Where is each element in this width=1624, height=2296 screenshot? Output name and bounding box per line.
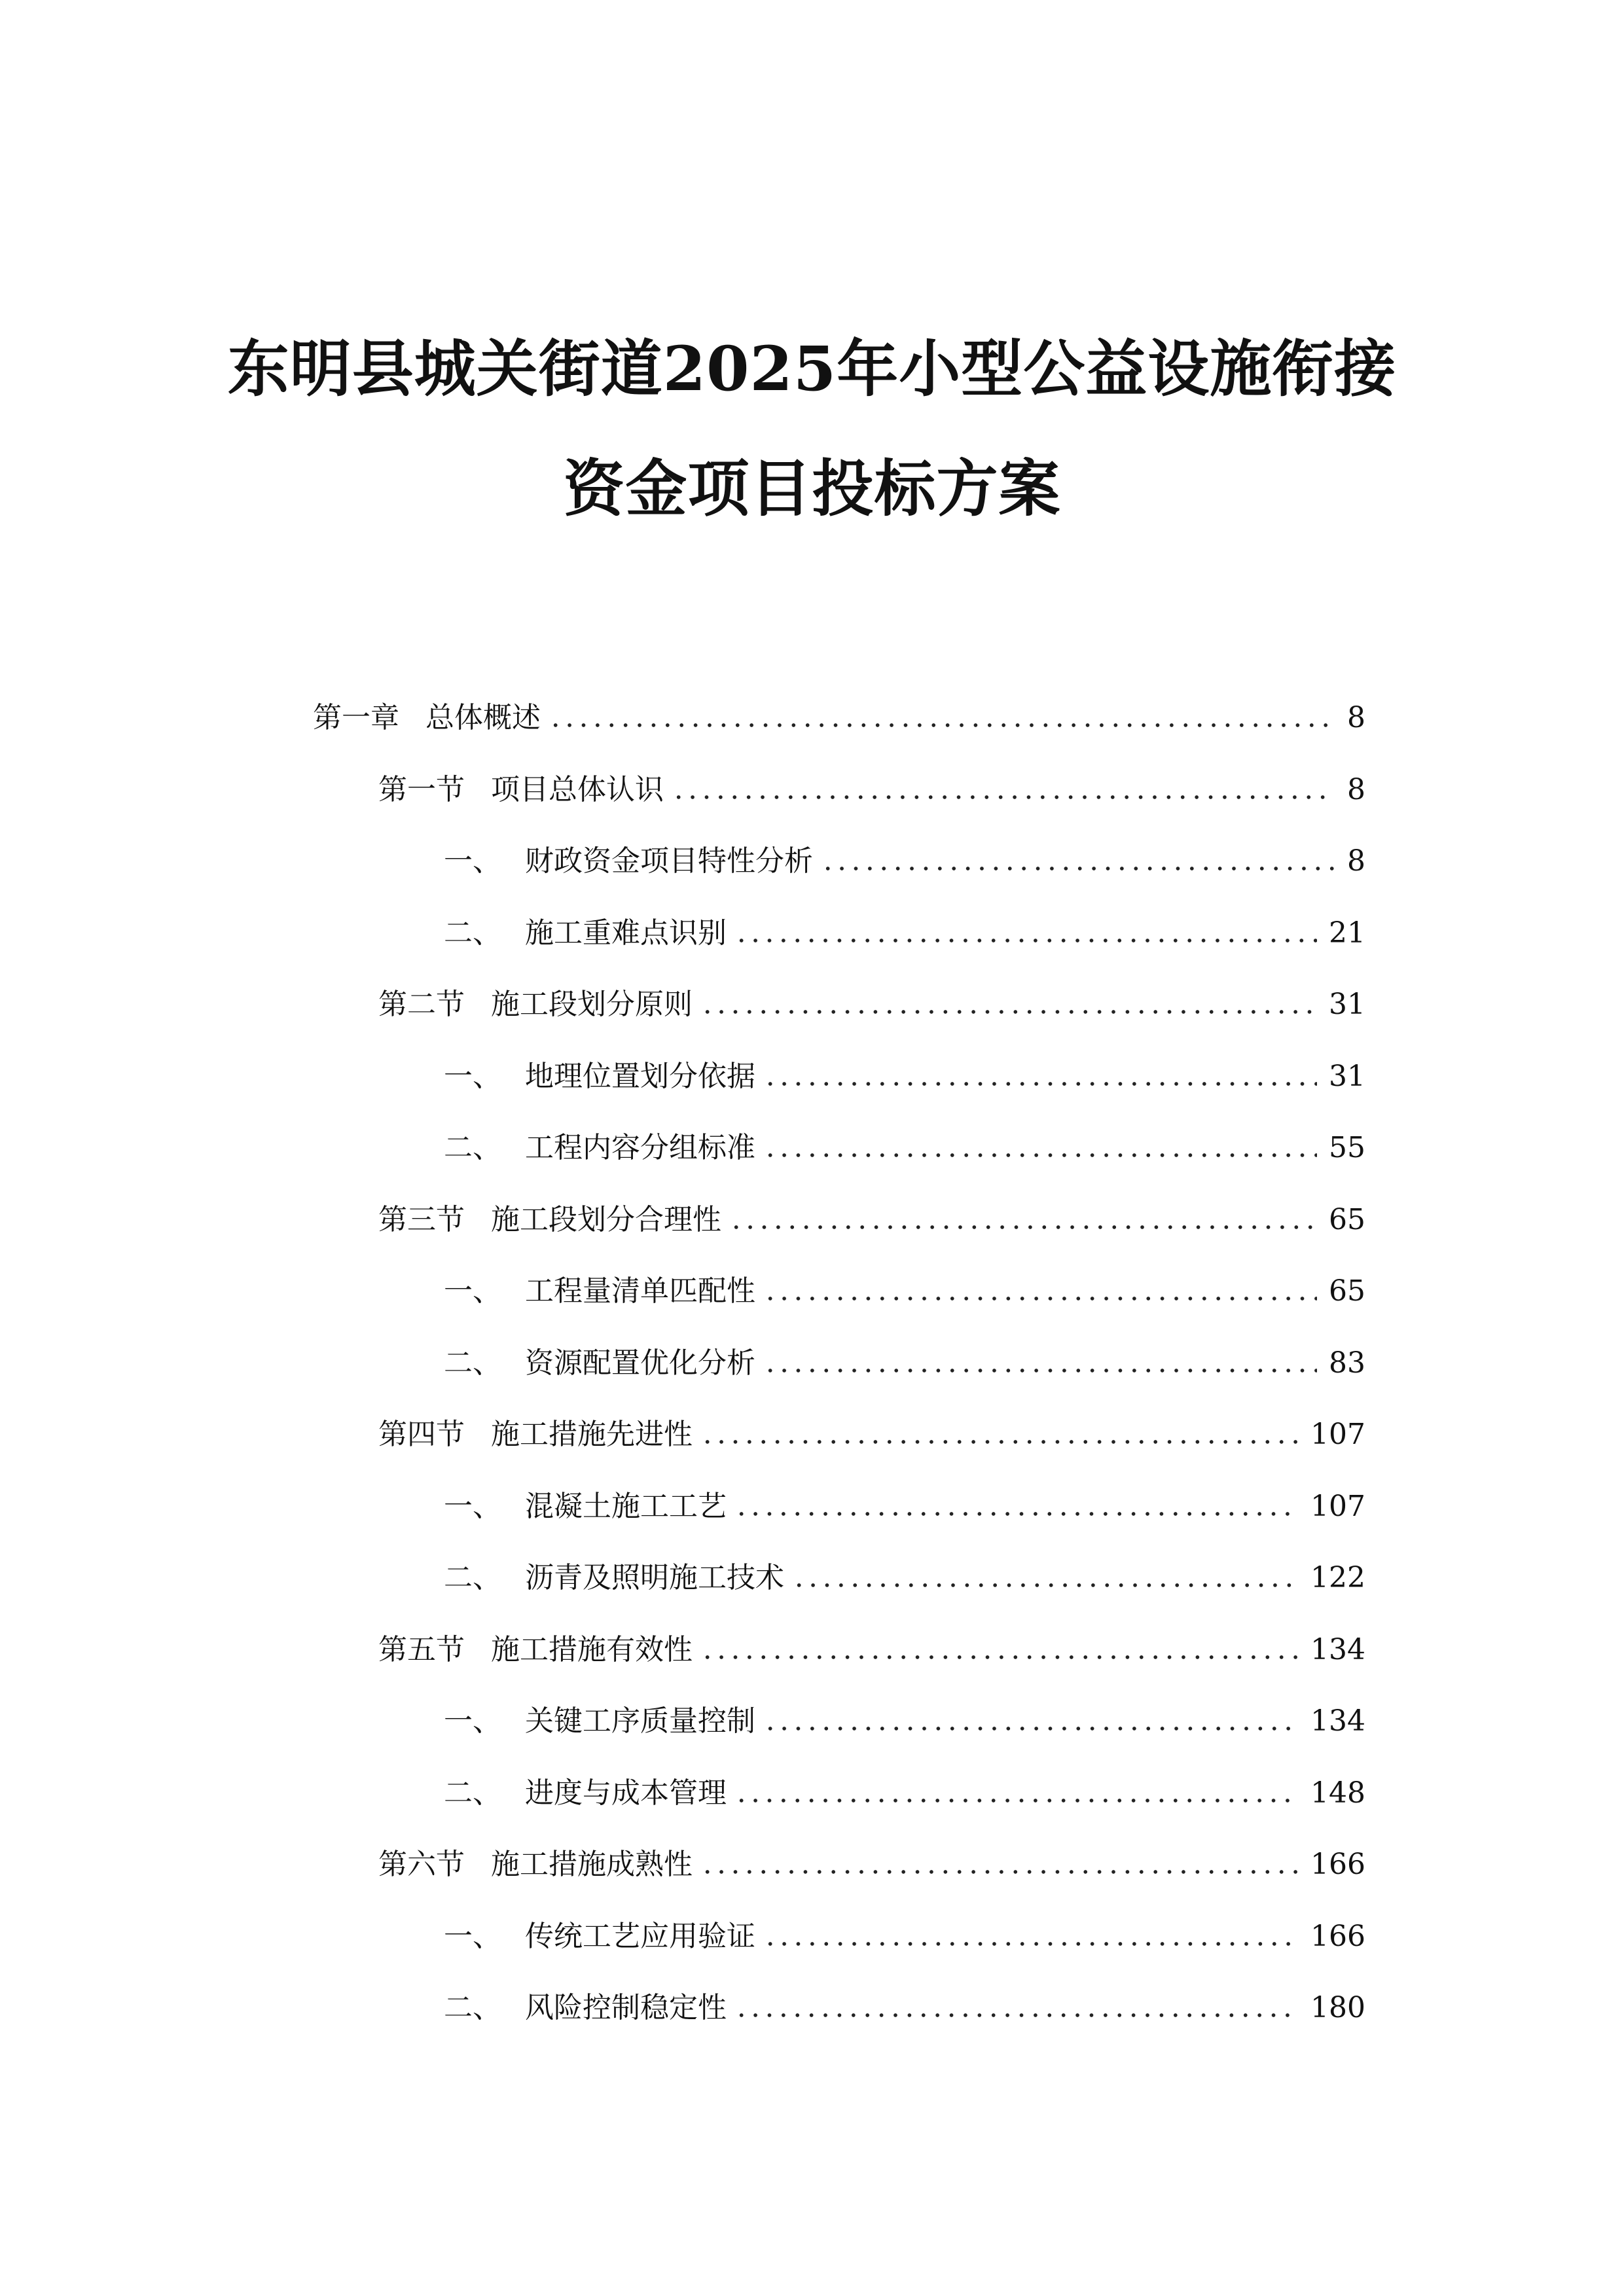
toc-entry-title: 资源配置优化分析	[525, 1346, 755, 1380]
toc-entry-title: 项目总体认识	[491, 773, 664, 806]
toc-entry	[444, 1555, 1365, 1601]
toc-entry-label	[444, 1131, 755, 1164]
toc-dot-leader	[729, 1224, 1317, 1230]
toc-entry-title: 财政资金项目特性分析	[525, 844, 813, 878]
toc-entry-page-number: 166	[1310, 1920, 1365, 1953]
toc-entry-number: 二、	[444, 1131, 501, 1164]
toc-entry-page-number: 8	[1347, 844, 1365, 878]
toc-entry-title: 总体概述	[425, 701, 541, 734]
toc-entry	[444, 838, 1365, 884]
toc-entry	[378, 1842, 1365, 1888]
toc-entry	[378, 1412, 1365, 1458]
toc-entry-page-number: 122	[1310, 1561, 1365, 1594]
toc-entry-label	[378, 773, 664, 806]
toc-dot-leader	[821, 865, 1334, 872]
toc-entry-page-number: 31	[1329, 988, 1365, 1021]
toc-entry-title: 施工措施先进性	[491, 1418, 693, 1451]
toc-entry-label	[313, 701, 541, 734]
toc-entry-number: 一、	[444, 1920, 501, 1953]
toc-entry-number: 二、	[444, 1776, 501, 1810]
toc-dot-leader	[672, 794, 1334, 800]
toc-dot-leader	[734, 2012, 1299, 2018]
toc-entry-label	[444, 1346, 755, 1380]
toc-entry-label	[444, 1991, 727, 2024]
toc-entry-number: 一、	[444, 1274, 501, 1308]
toc-entry	[444, 1268, 1365, 1314]
toc-entry-label	[444, 1776, 727, 1810]
toc-entry-page-number: 148	[1310, 1776, 1365, 1810]
toc-entry-title: 工程内容分组标准	[525, 1131, 755, 1164]
toc-entry	[444, 1770, 1365, 1816]
toc-entry-page-number: 166	[1310, 1848, 1365, 1881]
toc-entry-page-number: 180	[1310, 1991, 1365, 2024]
toc-entry-label	[444, 916, 727, 950]
toc-entry-page-number: 83	[1329, 1346, 1365, 1380]
toc-entry	[444, 1914, 1365, 1960]
toc-entry-number: 第二节	[378, 988, 465, 1021]
toc-entry-page-number: 107	[1310, 1418, 1365, 1451]
toc-entry	[378, 1627, 1365, 1673]
toc-entry-label	[444, 1062, 755, 1091]
toc-entry	[444, 910, 1365, 956]
document-title-line-1: 东明县城关街道2025年小型公益设施衔接	[227, 333, 1397, 405]
toc-dot-leader	[549, 722, 1334, 728]
toc-dot-leader	[763, 1725, 1299, 1732]
toc-entry-number: 一、	[444, 1060, 501, 1093]
toc-entry-label	[444, 844, 813, 878]
toc-entry-title: 施工重难点识别	[525, 916, 727, 950]
toc-entry-label	[444, 1922, 755, 1951]
toc-entry-label	[378, 1633, 693, 1666]
toc-entry-label	[378, 1203, 721, 1236]
toc-entry	[313, 695, 1365, 741]
toc-entry-number: 二、	[444, 916, 501, 950]
toc-entry	[444, 1985, 1365, 2031]
toc-entry-title: 施工段划分原则	[491, 988, 693, 1021]
toc-entry-label	[444, 1274, 755, 1308]
toc-entry-number: 一、	[444, 1704, 501, 1738]
toc-entry-label	[378, 1850, 693, 1879]
toc-entry-title: 关键工序质量控制	[525, 1704, 755, 1738]
document-title-line-2: 资金项目投标方案	[563, 453, 1061, 525]
toc-entry-page-number: 55	[1329, 1131, 1365, 1164]
toc-entry-page-number: 65	[1329, 1274, 1365, 1308]
toc-entry-number: 二、	[444, 1991, 501, 2024]
toc-dot-leader	[763, 1367, 1317, 1374]
toc-entry	[444, 1698, 1365, 1744]
toc-entry-title: 施工措施成熟性	[491, 1848, 693, 1881]
toc-entry	[444, 1125, 1365, 1171]
toc-entry-title: 沥青及照明施工技术	[525, 1561, 784, 1594]
toc-entry	[378, 767, 1365, 813]
toc-entry-title: 进度与成本管理	[525, 1776, 727, 1810]
toc-entry-number: 第五节	[378, 1633, 465, 1666]
table-of-contents	[0, 695, 1624, 2070]
toc-entry-title: 风险控制稳定性	[525, 1991, 727, 2024]
toc-entry-title: 传统工艺应用验证	[525, 1920, 755, 1953]
toc-entry	[378, 982, 1365, 1028]
toc-dot-leader	[792, 1582, 1299, 1588]
toc-entry-number: 第四节	[378, 1418, 465, 1451]
toc-dot-leader	[734, 937, 1317, 944]
toc-dot-leader	[763, 1152, 1317, 1158]
toc-entry-page-number: 107	[1310, 1490, 1365, 1523]
toc-entry	[378, 1197, 1365, 1243]
toc-entry	[444, 1054, 1365, 1100]
toc-entry-page-number: 8	[1347, 701, 1365, 734]
toc-dot-leader	[763, 1295, 1317, 1302]
toc-entry-page-number: 134	[1310, 1704, 1365, 1738]
toc-dot-leader	[734, 1511, 1299, 1517]
toc-dot-leader	[700, 1869, 1299, 1875]
toc-dot-leader	[763, 1941, 1299, 1947]
toc-entry-title: 施工段划分合理性	[491, 1203, 721, 1236]
toc-entry-number: 二、	[444, 1561, 501, 1594]
toc-dot-leader	[700, 1439, 1299, 1445]
toc-dot-leader	[700, 1009, 1317, 1015]
toc-entry-label	[444, 1704, 755, 1738]
toc-entry-page-number: 134	[1310, 1633, 1365, 1666]
toc-entry-label	[378, 990, 693, 1019]
toc-dot-leader	[700, 1654, 1299, 1660]
toc-entry-number: 第六节	[378, 1848, 465, 1881]
toc-entry-number: 第一节	[378, 773, 465, 806]
toc-entry	[444, 1484, 1365, 1530]
toc-entry-number: 一、	[444, 844, 501, 878]
toc-entry-label	[444, 1561, 784, 1594]
toc-entry	[444, 1340, 1365, 1386]
toc-entry-title: 施工措施有效性	[491, 1633, 693, 1666]
toc-entry-page-number: 31	[1329, 1060, 1365, 1093]
toc-entry-number: 二、	[444, 1346, 501, 1380]
toc-entry-title: 地理位置划分依据	[525, 1060, 755, 1093]
toc-entry-number: 第一章	[313, 701, 399, 734]
toc-dot-leader	[763, 1081, 1317, 1087]
toc-entry-page-number: 8	[1347, 773, 1365, 806]
toc-entry-title: 混凝土施工工艺	[525, 1490, 727, 1523]
toc-entry-page-number: 65	[1329, 1203, 1365, 1236]
toc-entry-page-number: 21	[1329, 916, 1365, 950]
toc-entry-label	[378, 1420, 693, 1449]
toc-dot-leader	[734, 1797, 1299, 1804]
toc-entry-label	[444, 1492, 727, 1521]
toc-entry-number: 一、	[444, 1490, 501, 1523]
toc-entry-number: 第三节	[378, 1203, 465, 1236]
toc-entry-title: 工程量清单匹配性	[525, 1274, 755, 1308]
